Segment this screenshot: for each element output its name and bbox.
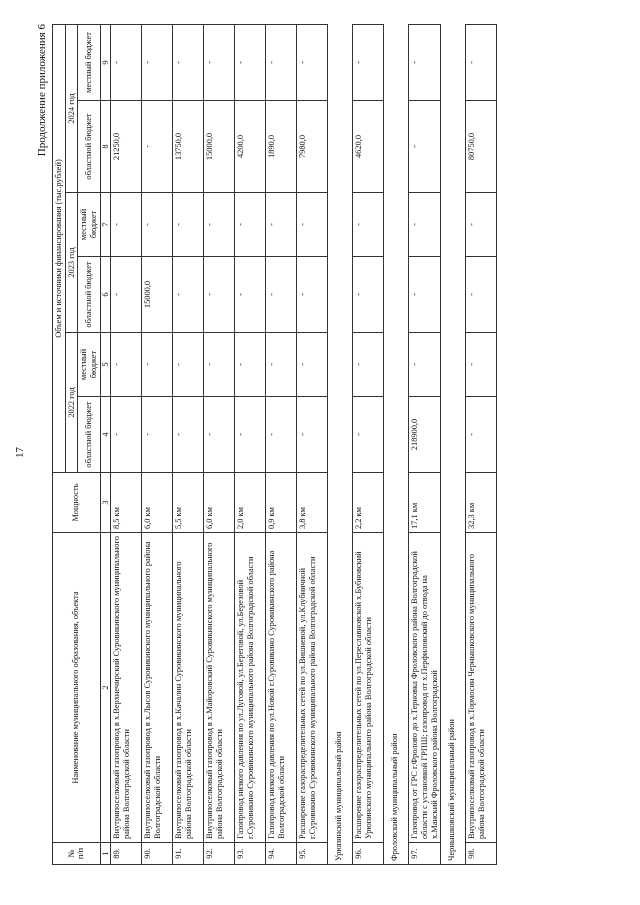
value-2023-regional: - [111, 257, 142, 333]
section-title: Фроловский муниципальный район [384, 24, 409, 864]
object-power: 8,5 км [111, 473, 142, 533]
object-power: 6,0 км [142, 473, 173, 533]
value-2024-regional: 13750,0 [173, 101, 204, 193]
value-2024-local: - [266, 24, 297, 100]
financing-table [52, 24, 497, 865]
column-index: 8 [100, 101, 111, 193]
value-2024-local: - [353, 24, 384, 100]
object-name: Расширение газораспределительных сетей по ул.Вишневой, ул.Клубничной г.Суровикино Суровикинского муниципального района Волгоградской области [297, 533, 328, 843]
continuation-note: Продолжение приложения 6 [36, 24, 48, 157]
table-row [235, 24, 266, 864]
value-2024-local: - [466, 24, 497, 100]
value-2024-regional: 21250,0 [111, 101, 142, 193]
value-2023-regional: - [235, 257, 266, 333]
table-row [409, 24, 441, 864]
value-2022-regional: - [111, 397, 142, 473]
table-row [142, 24, 173, 864]
object-name: Внутрипоселковый газопровод в х.Майоровский Суровикинского муниципального района Волгоградской области [204, 533, 235, 843]
value-2024-local: - [297, 24, 328, 100]
value-2022-regional: 218900,0 [409, 397, 441, 473]
value-2023-regional: - [466, 257, 497, 333]
row-number: 90. [142, 843, 173, 865]
column-index: 7 [100, 193, 111, 257]
financing-table-wrapper [52, 25, 497, 865]
regional-budget-header: областной бюджет [78, 101, 100, 193]
value-2023-local: - [297, 193, 328, 257]
object-power: 5,5 км [173, 473, 204, 533]
table-row [297, 24, 328, 864]
object-power: 0,9 км [266, 473, 297, 533]
row-number: 98. [466, 843, 497, 865]
row-number: 95. [297, 843, 328, 865]
object-power: 3,8 км [297, 473, 328, 533]
object-name: Газопровод низкого давления по ул.Луговой, ул.Береговой, ул.Березовой г.Суровикино Суровикинского муниципального района Волгоградской области [235, 533, 266, 843]
value-2023-local: - [173, 193, 204, 257]
value-2024-regional: 80750,0 [466, 101, 497, 193]
object-power: 2,2 км [353, 473, 384, 533]
value-2023-local: - [142, 193, 173, 257]
regional-budget-header: областной бюджет [78, 257, 100, 333]
year-2024-header: 2024 год [65, 24, 78, 192]
value-2022-regional: - [142, 397, 173, 473]
column-index: 2 [100, 533, 111, 843]
col-funding-header: Объем и источники финансирования (тыс.рублей) [53, 24, 66, 472]
table-row [173, 24, 204, 864]
value-2024-regional: 1890,0 [266, 101, 297, 193]
value-2022-local: - [409, 333, 441, 397]
row-number: 97. [409, 843, 441, 865]
table-row [204, 24, 235, 864]
year-2023-header: 2023 год [65, 193, 78, 333]
object-name: Газопровод низкого давления по ул.Новой г.Суровикино Суровикинского района Волгоградской области [266, 533, 297, 843]
local-budget-header: местный бюджет [78, 24, 100, 100]
value-2022-regional: - [297, 397, 328, 473]
value-2022-local: - [235, 333, 266, 397]
value-2023-local: - [204, 193, 235, 257]
value-2023-regional: - [266, 257, 297, 333]
local-budget-header: местный бюджет [78, 333, 100, 397]
object-power: 32,3 км [466, 473, 497, 533]
value-2022-regional: - [204, 397, 235, 473]
page-number: 17 [14, 447, 26, 458]
row-number: 94. [266, 843, 297, 865]
value-2023-regional: - [353, 257, 384, 333]
column-index: 4 [100, 397, 111, 473]
object-name: Внутрипоселковый газопровод в х.Лысов Суровикинского муниципального района Волгоградской области [142, 533, 173, 843]
value-2022-local: - [266, 333, 297, 397]
table-body [111, 24, 497, 864]
column-index: 9 [100, 24, 111, 100]
value-2023-regional: - [409, 257, 441, 333]
value-2023-local: - [466, 193, 497, 257]
value-2023-local: - [111, 193, 142, 257]
value-2024-regional: 7980,0 [297, 101, 328, 193]
value-2024-local: - [204, 24, 235, 100]
value-2023-regional: - [173, 257, 204, 333]
object-name: Внутрипоселковый газопровод в х.Тормосин Чернышковского муниципального района Волгоградской области [466, 533, 497, 843]
object-name: Газопровод от ГРС г.Фролово до х.Терновка Фроловского района Волгоградской области с установкой ГРПШ; газопровод от х.Перфиловский до отвода на х.Манский Фроловского района Волгоградской [409, 533, 441, 843]
value-2023-local: - [235, 193, 266, 257]
value-2024-local: - [142, 24, 173, 100]
value-2023-local: - [353, 193, 384, 257]
value-2024-local: - [235, 24, 266, 100]
value-2024-regional: 15000,0 [204, 101, 235, 193]
value-2022-local: - [142, 333, 173, 397]
value-2024-local: - [173, 24, 204, 100]
value-2024-regional: 4200,0 [235, 101, 266, 193]
row-number: 96. [353, 843, 384, 865]
value-2022-regional: - [173, 397, 204, 473]
value-2023-local: - [409, 193, 441, 257]
row-number: 89. [111, 843, 142, 865]
section-row [328, 24, 353, 864]
table-row [111, 24, 142, 864]
local-budget-header: местный бюджет [78, 193, 100, 257]
object-name: Расширение газораспределительных сетей по ул.Переславновской х.Бубновский Урюпинского муниципального района Волгоградской области [353, 533, 384, 843]
section-row [384, 24, 409, 864]
value-2024-local: - [111, 24, 142, 100]
column-index: 1 [100, 843, 111, 865]
table-row [466, 24, 497, 864]
row-number: 93. [235, 843, 266, 865]
column-index: 3 [100, 473, 111, 533]
section-title: Чернышковский муниципальный район [441, 24, 466, 864]
column-index-row [100, 24, 111, 864]
value-2023-regional: - [297, 257, 328, 333]
value-2022-local: - [111, 333, 142, 397]
value-2023-local: - [266, 193, 297, 257]
value-2024-regional: 4620,0 [353, 101, 384, 193]
col-num-header: № п/п [53, 843, 101, 865]
value-2022-local: - [466, 333, 497, 397]
year-2022-header: 2022 год [65, 333, 78, 473]
value-2022-local: - [204, 333, 235, 397]
object-power: 2,0 км [235, 473, 266, 533]
row-number: 92. [204, 843, 235, 865]
value-2022-regional: - [466, 397, 497, 473]
value-2022-local: - [173, 333, 204, 397]
table-row [266, 24, 297, 864]
object-name: Внутрипоселковый газопровод в х.Качалин Суровикинского муниципального района Волгоградской области [173, 533, 204, 843]
col-power-header: Мощность [53, 473, 101, 533]
value-2024-local: - [409, 24, 441, 100]
section-title: Урюпинский муниципальный район [328, 24, 353, 864]
value-2024-regional: - [409, 101, 441, 193]
table-header [53, 24, 111, 864]
value-2022-regional: - [353, 397, 384, 473]
object-name: Внутрипоселковый газопровод в х.Верхнечирский Суровикинского муниципального района Волгоградской области [111, 533, 142, 843]
table-row [353, 24, 384, 864]
value-2022-regional: - [266, 397, 297, 473]
value-2023-regional: - [204, 257, 235, 333]
section-row [441, 24, 466, 864]
object-power: 17,1 км [409, 473, 441, 533]
col-name-header: Наименование муниципального образования, объекта [53, 533, 101, 843]
object-power: 6,0 км [204, 473, 235, 533]
value-2022-local: - [353, 333, 384, 397]
value-2022-regional: - [235, 397, 266, 473]
regional-budget-header: областной бюджет [78, 397, 100, 473]
value-2022-local: - [297, 333, 328, 397]
row-number: 91. [173, 843, 204, 865]
column-index: 5 [100, 333, 111, 397]
column-index: 6 [100, 257, 111, 333]
value-2024-regional: - [142, 101, 173, 193]
value-2023-regional: 15000,0 [142, 257, 173, 333]
